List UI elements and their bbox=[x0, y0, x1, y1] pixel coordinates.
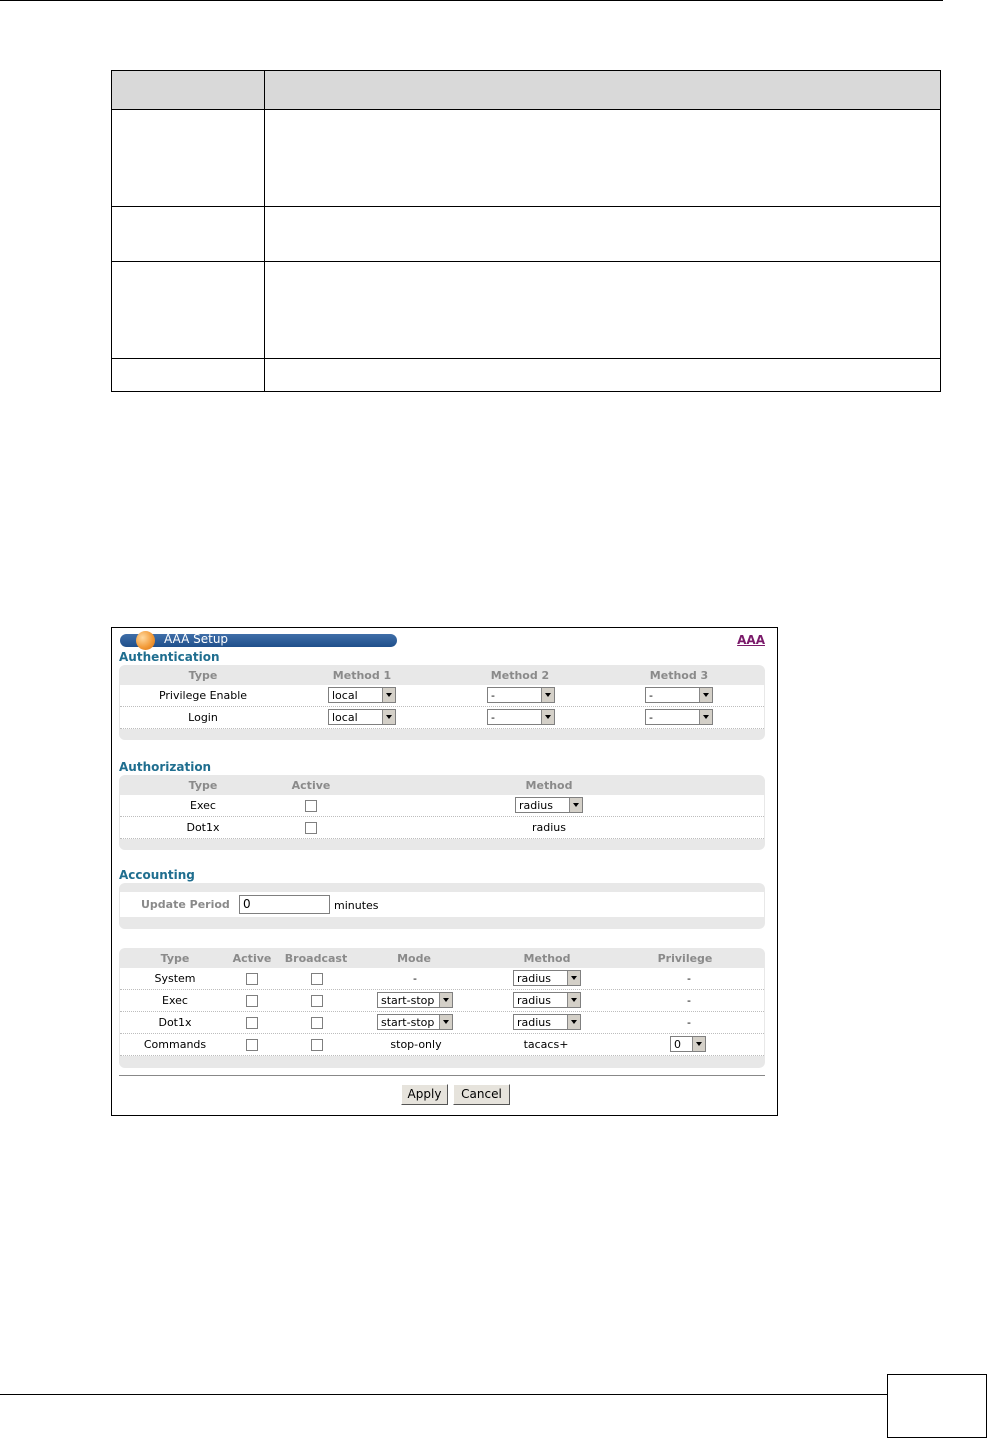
acct-system-mode: - bbox=[413, 972, 417, 985]
table-row bbox=[120, 707, 764, 729]
acct-system-method-select[interactable]: radius bbox=[513, 970, 581, 986]
aaa-help-link[interactable]: AAA bbox=[737, 633, 765, 647]
authentication-panel bbox=[119, 665, 765, 740]
acct-exec-broadcast-checkbox[interactable] bbox=[311, 995, 323, 1007]
auth-header-type: Type bbox=[188, 669, 218, 682]
acct-exec-method-select[interactable]: radius bbox=[513, 992, 581, 1008]
acct-system-broadcast-checkbox[interactable] bbox=[311, 973, 323, 985]
chevron-down-icon bbox=[692, 1037, 705, 1051]
table-row bbox=[120, 968, 764, 990]
chevron-down-icon bbox=[567, 993, 580, 1007]
authz-header-method: Method bbox=[525, 779, 573, 792]
table-row bbox=[120, 1034, 764, 1056]
acct-header-privilege: Privilege bbox=[657, 952, 713, 965]
table-row bbox=[112, 110, 941, 207]
acct-exec-privilege: - bbox=[687, 994, 691, 1007]
authz-exec-method-select[interactable]: radius bbox=[515, 797, 583, 813]
acct-type-dot1x: Dot1x bbox=[158, 1016, 192, 1029]
acct-header-mode: Mode bbox=[397, 952, 431, 965]
acct-commands-mode: stop-only bbox=[390, 1038, 442, 1051]
chevron-down-icon bbox=[541, 688, 554, 702]
acct-header-broadcast: Broadcast bbox=[284, 952, 348, 965]
acct-header-method: Method bbox=[523, 952, 571, 965]
table-row bbox=[112, 262, 941, 359]
auth-type-login: Login bbox=[188, 711, 218, 724]
table-header-row bbox=[112, 71, 941, 110]
chevron-down-icon bbox=[567, 971, 580, 985]
table-row bbox=[120, 795, 764, 817]
table-row bbox=[120, 817, 764, 839]
title-orb-icon bbox=[136, 631, 155, 650]
update-period-unit: minutes bbox=[334, 899, 379, 912]
authz-dot1x-method: radius bbox=[531, 821, 567, 834]
update-period-label: Update Period bbox=[141, 898, 230, 911]
divider bbox=[119, 1075, 765, 1076]
acct-commands-active-checkbox[interactable] bbox=[246, 1039, 258, 1051]
acct-dot1x-method-select[interactable]: radius bbox=[513, 1014, 581, 1030]
acct-type-system: System bbox=[154, 972, 196, 985]
update-period-input[interactable]: 0 bbox=[239, 895, 330, 914]
acct-commands-method: tacacs+ bbox=[523, 1038, 569, 1051]
chevron-down-icon bbox=[699, 688, 712, 702]
accounting-title: Accounting bbox=[119, 868, 195, 882]
privilege-enable-method1-select[interactable]: local bbox=[328, 687, 396, 703]
authorization-panel bbox=[119, 775, 765, 850]
table-row bbox=[120, 685, 764, 707]
authz-header-type: Type bbox=[188, 779, 218, 792]
authorization-title: Authorization bbox=[119, 760, 212, 774]
acct-dot1x-active-checkbox[interactable] bbox=[246, 1017, 258, 1029]
acct-type-exec: Exec bbox=[162, 994, 188, 1007]
login-method1-select[interactable]: local bbox=[328, 709, 396, 725]
authz-type-dot1x: Dot1x bbox=[186, 821, 220, 834]
acct-system-active-checkbox[interactable] bbox=[246, 973, 258, 985]
login-method2-select[interactable]: - bbox=[487, 709, 555, 725]
auth-header-method1: Method 1 bbox=[332, 669, 392, 682]
chevron-down-icon bbox=[439, 1015, 452, 1029]
page-number-box bbox=[887, 1374, 987, 1438]
acct-header-type: Type bbox=[160, 952, 190, 965]
login-method3-select[interactable]: - bbox=[645, 709, 713, 725]
acct-dot1x-privilege: - bbox=[687, 1016, 691, 1029]
auth-header-method2: Method 2 bbox=[490, 669, 550, 682]
authz-header-active: Active bbox=[291, 779, 331, 792]
acct-commands-privilege-select[interactable]: 0 bbox=[670, 1036, 706, 1052]
privilege-enable-method2-select[interactable]: - bbox=[487, 687, 555, 703]
bottom-rule bbox=[0, 1394, 887, 1395]
table-row bbox=[112, 359, 941, 392]
authentication-title: Authentication bbox=[119, 650, 220, 664]
update-period-panel bbox=[119, 883, 765, 929]
table-row bbox=[112, 207, 941, 262]
acct-system-privilege: - bbox=[687, 972, 691, 985]
title-bar bbox=[120, 634, 397, 647]
top-rule bbox=[0, 0, 943, 1]
chevron-down-icon bbox=[382, 710, 395, 724]
aaa-setup-screen bbox=[111, 627, 778, 1116]
screen-title: AAA Setup bbox=[164, 632, 229, 646]
chevron-down-icon bbox=[569, 798, 582, 812]
cancel-button[interactable]: Cancel bbox=[453, 1084, 510, 1105]
authz-type-exec: Exec bbox=[190, 799, 216, 812]
acct-dot1x-broadcast-checkbox[interactable] bbox=[311, 1017, 323, 1029]
acct-commands-broadcast-checkbox[interactable] bbox=[311, 1039, 323, 1051]
acct-exec-mode-select[interactable]: start-stop bbox=[377, 992, 453, 1008]
chevron-down-icon bbox=[439, 993, 452, 1007]
chevron-down-icon bbox=[567, 1015, 580, 1029]
chevron-down-icon bbox=[699, 710, 712, 724]
table-row bbox=[120, 990, 764, 1012]
authz-dot1x-active-checkbox[interactable] bbox=[305, 822, 317, 834]
accounting-panel bbox=[119, 948, 765, 1068]
update-period-row bbox=[120, 892, 764, 917]
chevron-down-icon bbox=[382, 688, 395, 702]
apply-button[interactable]: Apply bbox=[401, 1084, 448, 1105]
acct-exec-active-checkbox[interactable] bbox=[246, 995, 258, 1007]
authz-exec-active-checkbox[interactable] bbox=[305, 800, 317, 812]
chevron-down-icon bbox=[541, 710, 554, 724]
acct-type-commands: Commands bbox=[143, 1038, 207, 1051]
acct-dot1x-mode-select[interactable]: start-stop bbox=[377, 1014, 453, 1030]
auth-header-method3: Method 3 bbox=[649, 669, 709, 682]
auth-type-privilege-enable: Privilege Enable bbox=[158, 689, 248, 702]
description-table bbox=[111, 70, 941, 392]
table-row bbox=[120, 1012, 764, 1034]
acct-header-active: Active bbox=[232, 952, 272, 965]
privilege-enable-method3-select[interactable]: - bbox=[645, 687, 713, 703]
